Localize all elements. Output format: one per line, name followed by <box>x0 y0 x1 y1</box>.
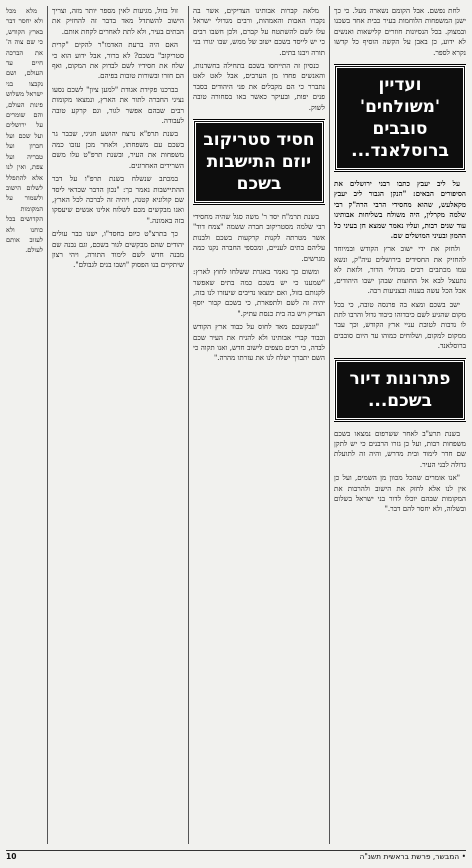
paragraph: במכתב שנשלח בשנת תרפ"ו על דבר ההתיישבות נאמר כך: "נכון הדבר שכדאי ליסד שם קולוניא קטנה, ויהיה זה לברכה לכל הארץ, ואנו מבקשים מכם לשלוח אלינו אנשים שיעסקו בזה באמונה." <box>52 174 184 225</box>
paragraph: ולחזק את ידי ישוב ארץ הקודש ובמיוחד להחזיק את החסידים בירושלים עיה"ק, ונשא עמו מכתבים רבים מגדולי הדור, ולזאת לא נתעצל לבא אל החוצות שבהן ישבו היהודים, אבל הכל עשה בענוה ובצניעות רבה. <box>334 244 466 296</box>
paragraph: ומשום כך נאמר באגרת ששלחו לחוץ לארץ: "שמענו כי יש בשכם כמה בתים שאפשר לקנותם בזול, ואם ימצאו נדיבים שיעזרו לנו בזה, יהיה זה לשם ולתפארת, כי בשכם קבור יוסף הצדיק ויש בה בית כנסת עתיק." <box>193 267 325 318</box>
paragraph: לחת נפשם. אבל הקומם נשארה מעל. כי כך ישנן המשפחות הלוחמות בעיר כבית אחד בשכנו ובמצוק. בכל הנסיונות חוזרים קלישאות ואנשים לא ידוע, כן באבן על הקשה הוסיף כל קדשו נקרא לספר. <box>334 6 466 57</box>
column-divider <box>47 6 48 844</box>
paragraph: כנסיון זה התייחסו בשכם בתחילה בחשדנות, והאנשים פחדו מן הערבים, אבל לאט לאט נתברר כי הם מקבלים את פני היהודים בסבר פנים יפות, ובעיקר כאשר באו בסחורה טובה לשוק. <box>193 61 325 112</box>
paragraph: בשנת תרמ"ח יסד ר' משה סגל שהיה מחסידי רבי שלמה מסטריקוב חברה ששמה "צמח דוד" אשר מטרתה לקנות קרקעות בשכם ולבנות עליהם בתים לעניים, ומכספי החברה נקנו כמה מגרשים. <box>193 212 325 263</box>
paragraph: כך בתרצ"ט כיום בחסד"ו, ישנו כבר עולים יהודים שהם מבקשים לגור בשכם, וגם נבנה שם מבנה חדש לשם לימוד התורה, ויהי רצון שיתקיים בנו הפסוק "ושבו בנים לגבולם". <box>52 229 184 270</box>
issue-info: • המבשר, פרשת בראשית תשנ"ה <box>359 852 466 861</box>
article-column-3 <box>52 6 184 844</box>
paragraph: מלא מכל ולא יחסר דבר בארץ הקודש, כי שם צוה ה' את הברכה חיים עד העולם, ושם נקבצו בני ישראל משלוש פינות העולם, והם שומרים על ירושלים ועל שכם ועל חברון ועל טבריה ועל צפת, ואין לנו אלא להתפלל לשלום הישוב ולשמור על המקומות הקדושים בכל כוחנו ולא לעזוב אותם לעולם. <box>6 7 43 255</box>
paragraph: "אנו אומרים שהכל מכוון מן השמים, ועל כן אין לנו אלא לחזק את הישוב ולהרבות את המקומות שבהם יוכלו לדור בני ישראל בשלום ובשלוה, ולא יחסר להם דבר." <box>334 473 466 514</box>
paragraph: ישב בשכם ומצא בה פרנסה טובה, כי בכל מקום שהגיע לשם כיבדוהו כיבוד גדול והרבו לתת לו נדבות לטובת עניי ארץ הקודש, וכך עבר ממקום למקום, ושלוחים כמוהו עד היום סובבים ברוסלאנד. <box>334 299 466 351</box>
paragraph: בשנת תרפ"א נרצח יהושע חגיגי, שכבר גר בשכם עם משפחתו, ולאחר מכן עזבו כמה משפחות את העיר, ובשנת תרפ"ט עלו משם השרידים האחרונים. <box>52 129 184 170</box>
article-column-2 <box>193 6 325 844</box>
paragraph: בברכנו פקידת אגודת "למען ציון" לשכם נסעו נציגי החברה לתור את הארץ, ונמצאו מקומות רבים שבהם אפשר לגור, וגם קרקע טובה לעבודה. <box>52 84 184 126</box>
page-number: 10 <box>6 852 17 861</box>
paragraph: "ונבקשכם מאד לחוס על כבוד ארץ הקודש וכבוד קברי אבותינו ולא להניח את העיר שכם לבדה, כי רבים מצפים לישוב חדש, ואנו תקוה כי השם יתברך ישלח לנו את עזרתו מהרה." <box>193 322 325 363</box>
headline-box: פתרונות דיור בשכם... <box>334 359 466 421</box>
paragraph: על ליב יעבץ כתבו רבני ירושלים את הסיפורים הבאים: "הנקן הגבור ליב יעבץ מקאלעש, שהוא מחסידי הרבי הרה"ק רבי שלמה מקרלין, היה משולח בשליחות אבותינו עוד שנים רבות, ועליו נאמר שמצא חן בעיני כל ההמון ובעיני המושלים שם. <box>334 179 466 241</box>
headline-box: חסיד סטריקוב יוזם התישבות בשכם <box>193 120 325 204</box>
newspaper-page <box>6 6 466 852</box>
paragraph: האם היה ברעת האדמו"ר להקים "קרית סטריקוב" בשכם? לא ברור, אבל ידוע הוא כי שלח את חסידיו לשם לבדוק את המקום, ואף הם חזרו ובשורות טובות בפיהם. <box>52 40 184 81</box>
paragraph: בשנת תרע"ב לאחר ששרפום נמצאו בשכם משפחות רבות, ועל כן גזרו הרבנים כי יש לתקן שם חדר לימוד ובית מדרש, והיה זה לתועלת גדולה לבני העיר. <box>334 428 466 469</box>
page-footer <box>6 850 466 862</box>
column-divider <box>329 6 330 844</box>
article-column-1 <box>334 6 466 844</box>
paragraph: מלאה קברות אבותינו הצדיקים, אשר בה נקברו האבות והאמהות, ורבים מגדולי ישראל עלו לשם להשתטח על קברם, ולכן חשבו רבים כי יש לייסד בשכם ישוב של ממש, שבו יגורו בני תורה ויבנו בתים. <box>193 6 325 57</box>
column-divider <box>188 6 189 844</box>
headline-box: ועדיין 'משולחים' סובבים ברוסלאנד... <box>334 65 466 171</box>
paragraph: זול בזול, מגיעות לאין מספר יותר מזה, וצריך הישוב להשתדל מאד בדבר זה להחזיק את הבתים בעיר, ולא לתת לאחרים לקחת אותם. <box>52 6 184 36</box>
article-column-4 <box>6 6 43 844</box>
